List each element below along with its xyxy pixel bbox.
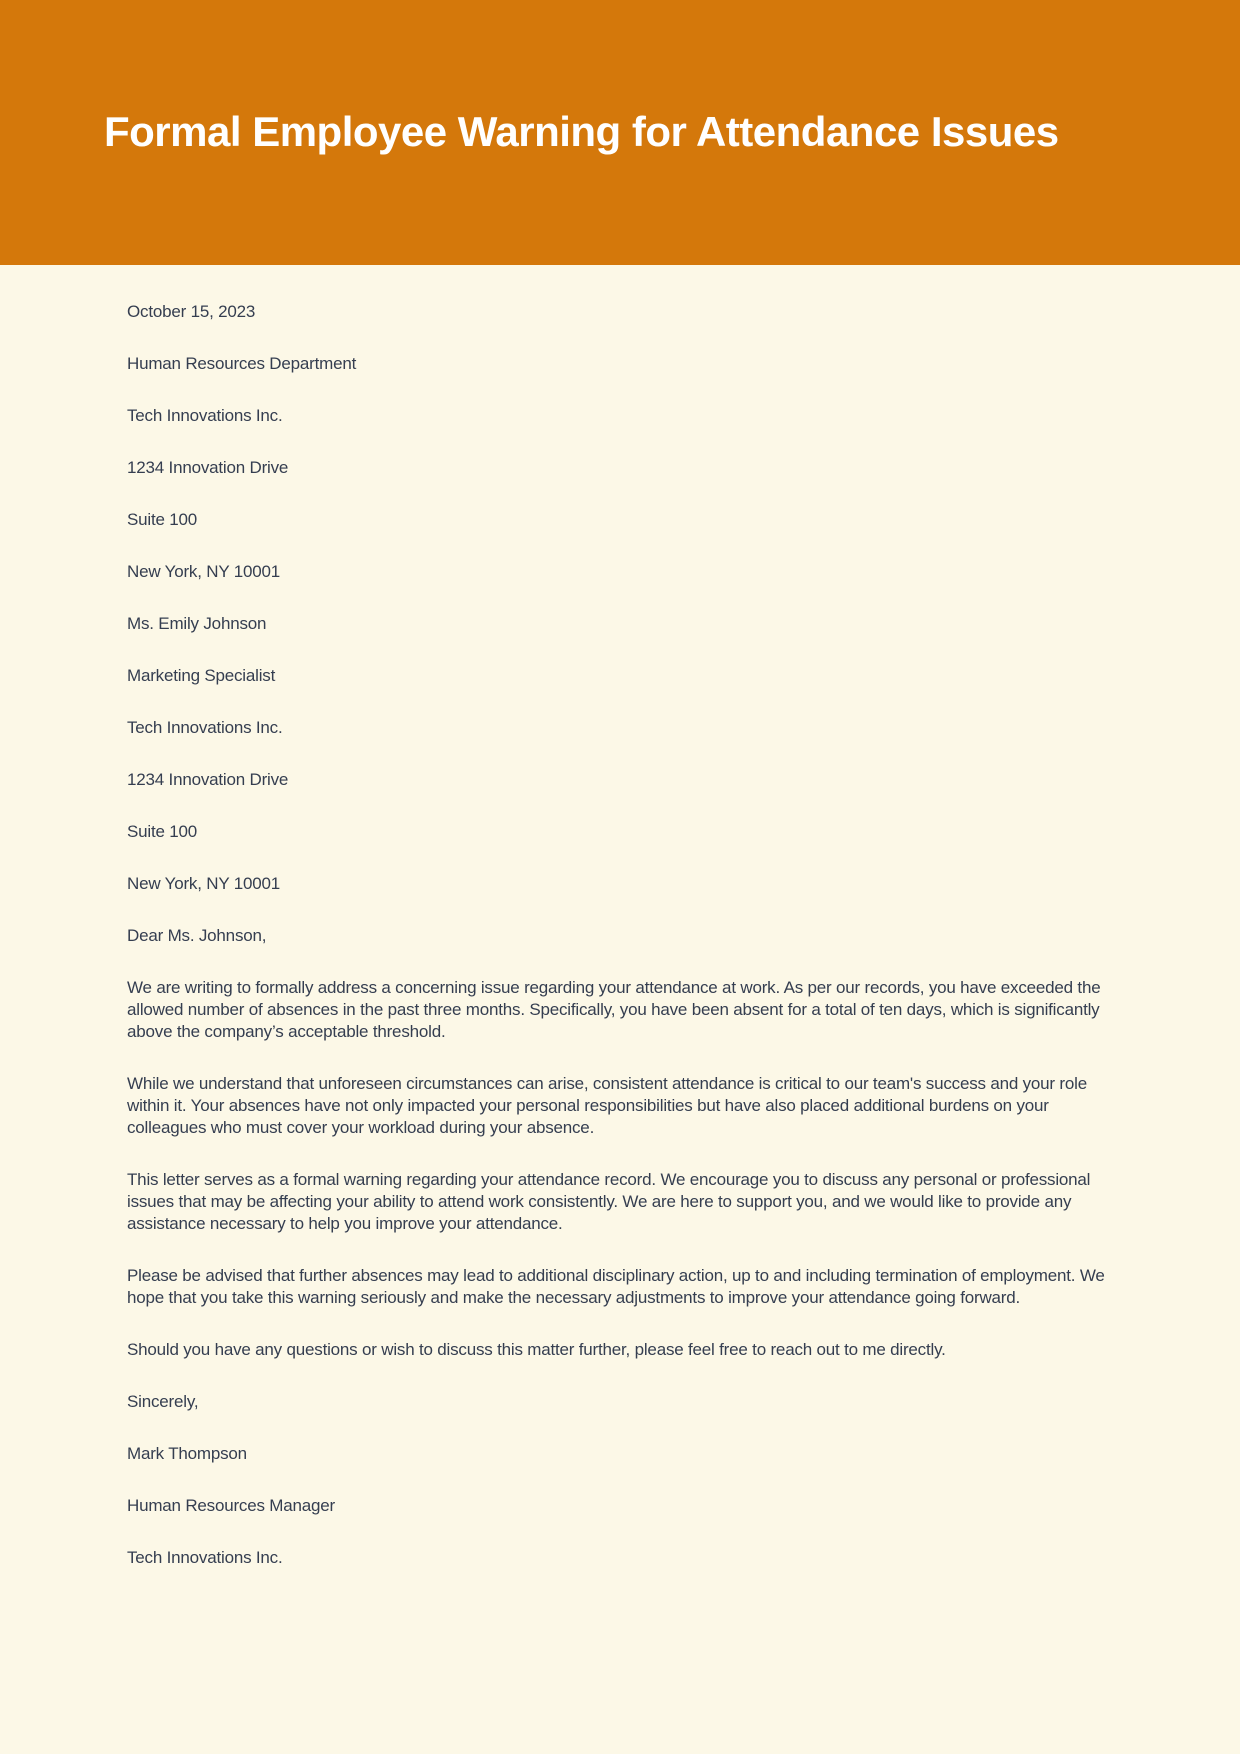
recipient-line-company: Tech Innovations Inc.	[127, 718, 283, 737]
title-banner	[0, 0, 1240, 265]
body-paragraph-1: We are writing to formally address a concerning issue regarding your attendance at work. As per our records, you have exceeded the allowed number of absences in the past three months. Specifically, you have been absent for a total of ten days, which is significantly above the company’s acceptable threshold.	[127, 978, 1101, 1041]
page-title: Formal Employee Warning for Attendance Issues	[104, 108, 1059, 156]
body-paragraph-3: This letter serves as a formal warning regarding your attendance record. We encourage you to discuss any personal or professional issues that may be affecting your ability to attend work consistently. We are here to support you, and we would like to provide any assistance necessary to help you improve your attendance.	[127, 1170, 1091, 1233]
from-line-suite: Suite 100	[127, 510, 198, 529]
body-paragraph-5: Should you have any questions or wish to discuss this matter further, please feel free to reach out to me directly.	[127, 1340, 946, 1359]
signature-title: Human Resources Manager	[127, 1496, 335, 1515]
recipient-line-street: 1234 Innovation Drive	[127, 770, 289, 789]
body-paragraph-4: Please be advised that further absences may lead to additional disciplinary action, up to and including termination of employment. We hope that you take this warning seriously and make the necessary adjustments to improve your attendance going forward.	[127, 1266, 1105, 1307]
from-line-department: Human Resources Department	[127, 354, 357, 373]
from-line-street: 1234 Innovation Drive	[127, 458, 289, 477]
recipient-line-title: Marketing Specialist	[127, 666, 276, 685]
letter-body	[0, 265, 1240, 1569]
signature-company: Tech Innovations Inc.	[127, 1548, 283, 1567]
recipient-line-suite: Suite 100	[127, 822, 198, 841]
signature-name: Mark Thompson	[127, 1444, 247, 1463]
body-paragraph-2: While we understand that unforeseen circumstances can arise, consistent attendance is critical to our team's success and your role within it. Your absences have not only impacted your personal responsibilities but have also placed additional burdens on your colleagues who must cover your workload during your absence.	[127, 1074, 1087, 1137]
letter-date: October 15, 2023	[127, 302, 256, 321]
from-line-city: New York, NY 10001	[127, 562, 280, 581]
closing: Sincerely,	[127, 1392, 199, 1411]
salutation: Dear Ms. Johnson,	[127, 926, 267, 945]
recipient-line-city: New York, NY 10001	[127, 874, 280, 893]
recipient-line-name: Ms. Emily Johnson	[127, 614, 267, 633]
from-line-company: Tech Innovations Inc.	[127, 406, 283, 425]
